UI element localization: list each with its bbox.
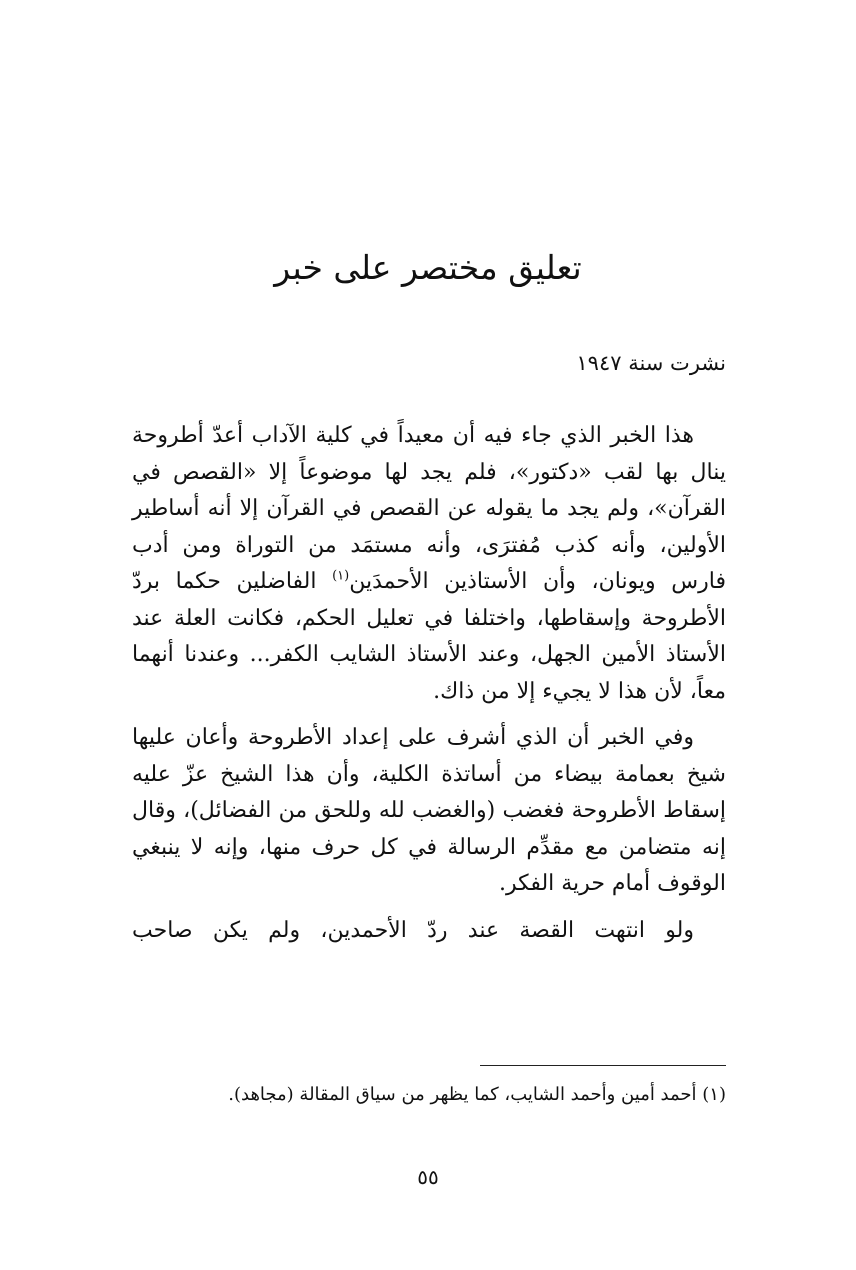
paragraph-1-text-end: الفاضلين حكما بردّ الأطروحة وإسقاطها، واختلفا في تعليل الحكم، فكانت العلة عند الأستاذ الأمين الجهل، وعند الأستاذ الشايب الكفر... وعندنا أنهما معاً، لأن هذا لا يجيء إلا من ذاك.	[132, 569, 726, 704]
page-title: تعليق مختصر على خبر	[274, 248, 582, 287]
paragraph-3: ولو انتهت القصة عند ردّ الأحمدين، ولم يكن صاحب	[132, 917, 694, 943]
page-number: ٥٥	[417, 1165, 439, 1189]
paragraph-1	[132, 418, 726, 710]
footnote: (١) أحمد أمين وأحمد الشايب، كما يظهر من سياق المقالة (مجاهد).	[228, 1084, 726, 1105]
paragraph-1-text-start: هذا الخبر الذي جاء فيه أن معيداً في كلية الآداب أعدّ أطروحة ينال بها لقب «دكتور»، فلم يجد لها موضوعاً إلا «القصص في القرآن»، ولم يجد ما يقوله عن القصص في القرآن إلا أنه أساطير الأولين، وأنه كذب مُفترَى، وأنه مستمَد من التوراة ومن أدب فارس ويونان، وأن الأستاذين الأحمدَين	[132, 423, 726, 594]
publication-note: نشرت سنة ١٩٤٧	[576, 351, 726, 375]
footnote-marker[interactable]: (١)	[332, 568, 350, 584]
paragraph-2: وفي الخبر أن الذي أشرف على إعداد الأطروحة وأعان عليها شيخ بعمامة بيضاء من أساتذة الكلية، وأن هذا الشيخ عزّ عليه إسقاط الأطروحة فغضب (والغضب لله وللحق من الفضائل)، وقال إنه متضامن مع مقدِّم الرسالة في كل حرف منها، وإنه لا ينبغي الوقوف أمام حرية الفكر.	[132, 725, 726, 896]
article-body	[132, 418, 726, 959]
footnote-separator	[480, 1065, 726, 1066]
